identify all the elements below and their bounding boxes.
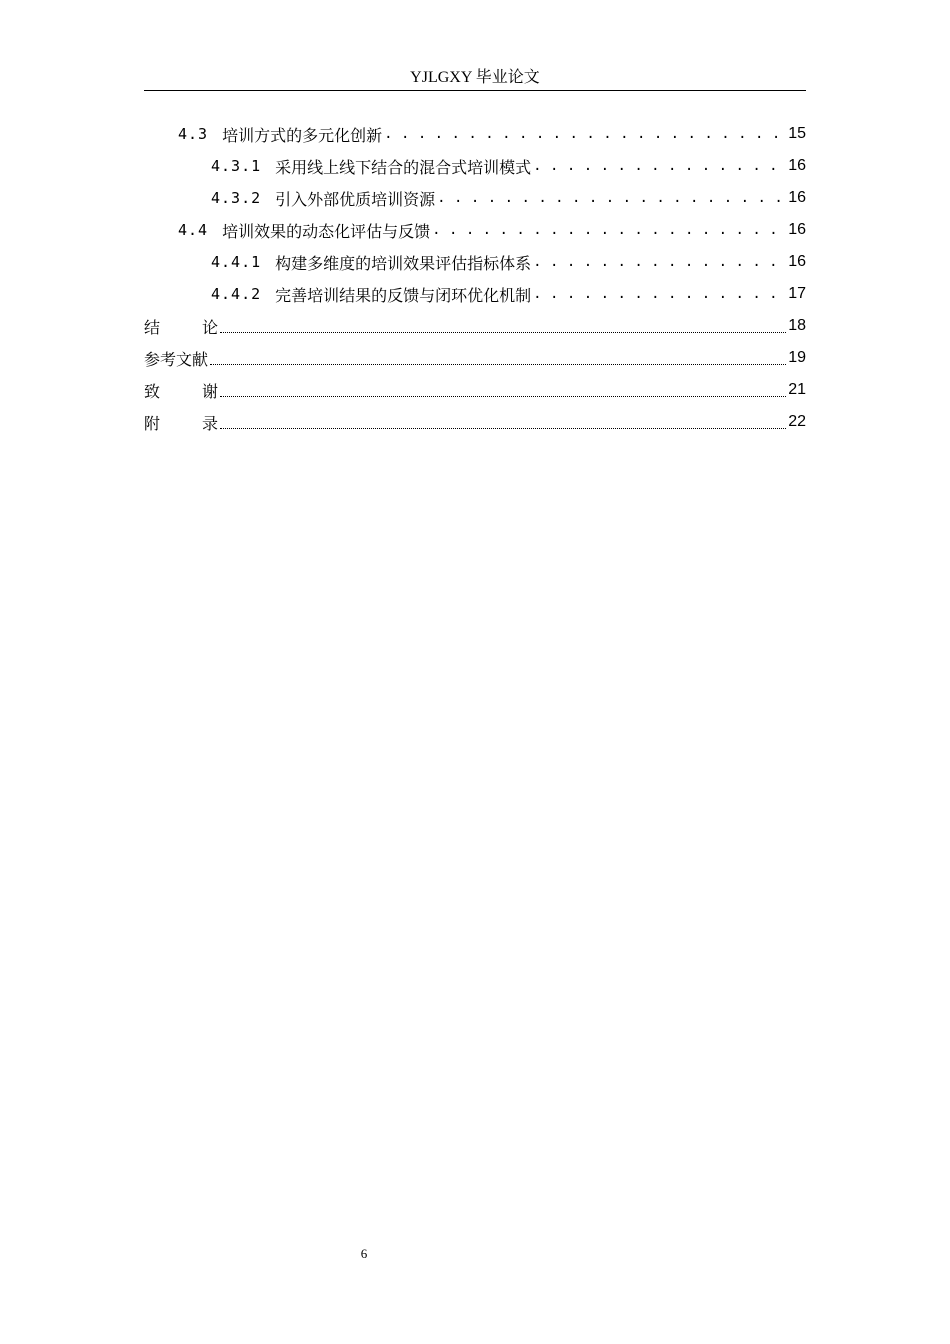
toc-entry-page: 16	[788, 221, 806, 238]
page-number: 6	[360, 1246, 368, 1261]
toc-entry-title: 参考文献	[144, 349, 209, 369]
toc-title-char: 结	[144, 317, 161, 337]
toc-entry-title: 培训效果的动态化评估与反馈	[222, 221, 431, 241]
toc-entry-page: 19	[788, 349, 806, 366]
toc-entry-number: 4.4.2	[211, 285, 262, 303]
toc-entry-title: 完善培训结果的反馈与闭环优化机制	[275, 285, 532, 305]
toc-title-char: 附	[144, 413, 161, 433]
toc-leader-dots	[384, 124, 786, 144]
toc-title-char: 致	[144, 381, 161, 401]
toc-entry-references[interactable]	[144, 342, 806, 374]
toc-entry[interactable]	[144, 182, 806, 214]
toc-entry[interactable]	[144, 214, 806, 246]
toc-leader-dots	[220, 428, 786, 429]
toc-entry-title	[144, 411, 218, 434]
toc-entry[interactable]	[144, 118, 806, 150]
toc-entry-title: 采用线上线下结合的混合式培训模式	[275, 157, 532, 177]
toc-entry-title: 构建多维度的培训效果评估指标体系	[275, 253, 532, 273]
toc-title-char: 谢	[201, 381, 218, 401]
toc-leader-dots	[210, 364, 786, 365]
toc-entry-number: 4.4.1	[211, 253, 262, 271]
toc-entry-page: 17	[788, 285, 806, 302]
toc-entry-acknowledgements[interactable]	[144, 374, 806, 406]
toc-entry-title: 引入外部优质培训资源	[275, 189, 436, 209]
toc-entry[interactable]	[144, 150, 806, 182]
toc-leader-dots	[533, 284, 786, 304]
toc-entry-page: 16	[788, 189, 806, 206]
toc-entry-number: 4.4	[178, 221, 209, 239]
toc-title-char: 论	[201, 317, 218, 337]
table-of-contents	[144, 118, 806, 438]
toc-entry-number: 4.3.2	[211, 189, 262, 207]
toc-entry-number: 4.3.1	[211, 157, 262, 175]
toc-entry-page: 21	[788, 381, 806, 398]
toc-entry[interactable]	[144, 278, 806, 310]
toc-leader-dots	[437, 188, 786, 208]
page-header: YJLGXY 毕业论文	[410, 69, 540, 86]
toc-entry-page: 16	[788, 253, 806, 270]
toc-entry-page: 22	[788, 413, 806, 430]
toc-leader-dots	[533, 252, 786, 272]
toc-entry-appendix[interactable]	[144, 406, 806, 438]
toc-title-char: 录	[201, 413, 218, 433]
header-rule	[144, 90, 806, 91]
toc-entry-conclusion[interactable]	[144, 310, 806, 342]
toc-entry-page: 18	[788, 317, 806, 334]
toc-entry-title	[144, 315, 218, 338]
toc-entry-title	[144, 379, 218, 402]
toc-leader-dots	[432, 220, 786, 240]
toc-entry-page: 15	[788, 125, 806, 142]
toc-leader-dots	[220, 396, 786, 397]
toc-entry-title: 培训方式的多元化创新	[222, 125, 383, 145]
toc-leader-dots	[533, 156, 786, 176]
toc-entry[interactable]	[144, 246, 806, 278]
toc-leader-dots	[220, 332, 786, 333]
toc-entry-page: 16	[788, 157, 806, 174]
toc-entry-number: 4.3	[178, 125, 209, 143]
